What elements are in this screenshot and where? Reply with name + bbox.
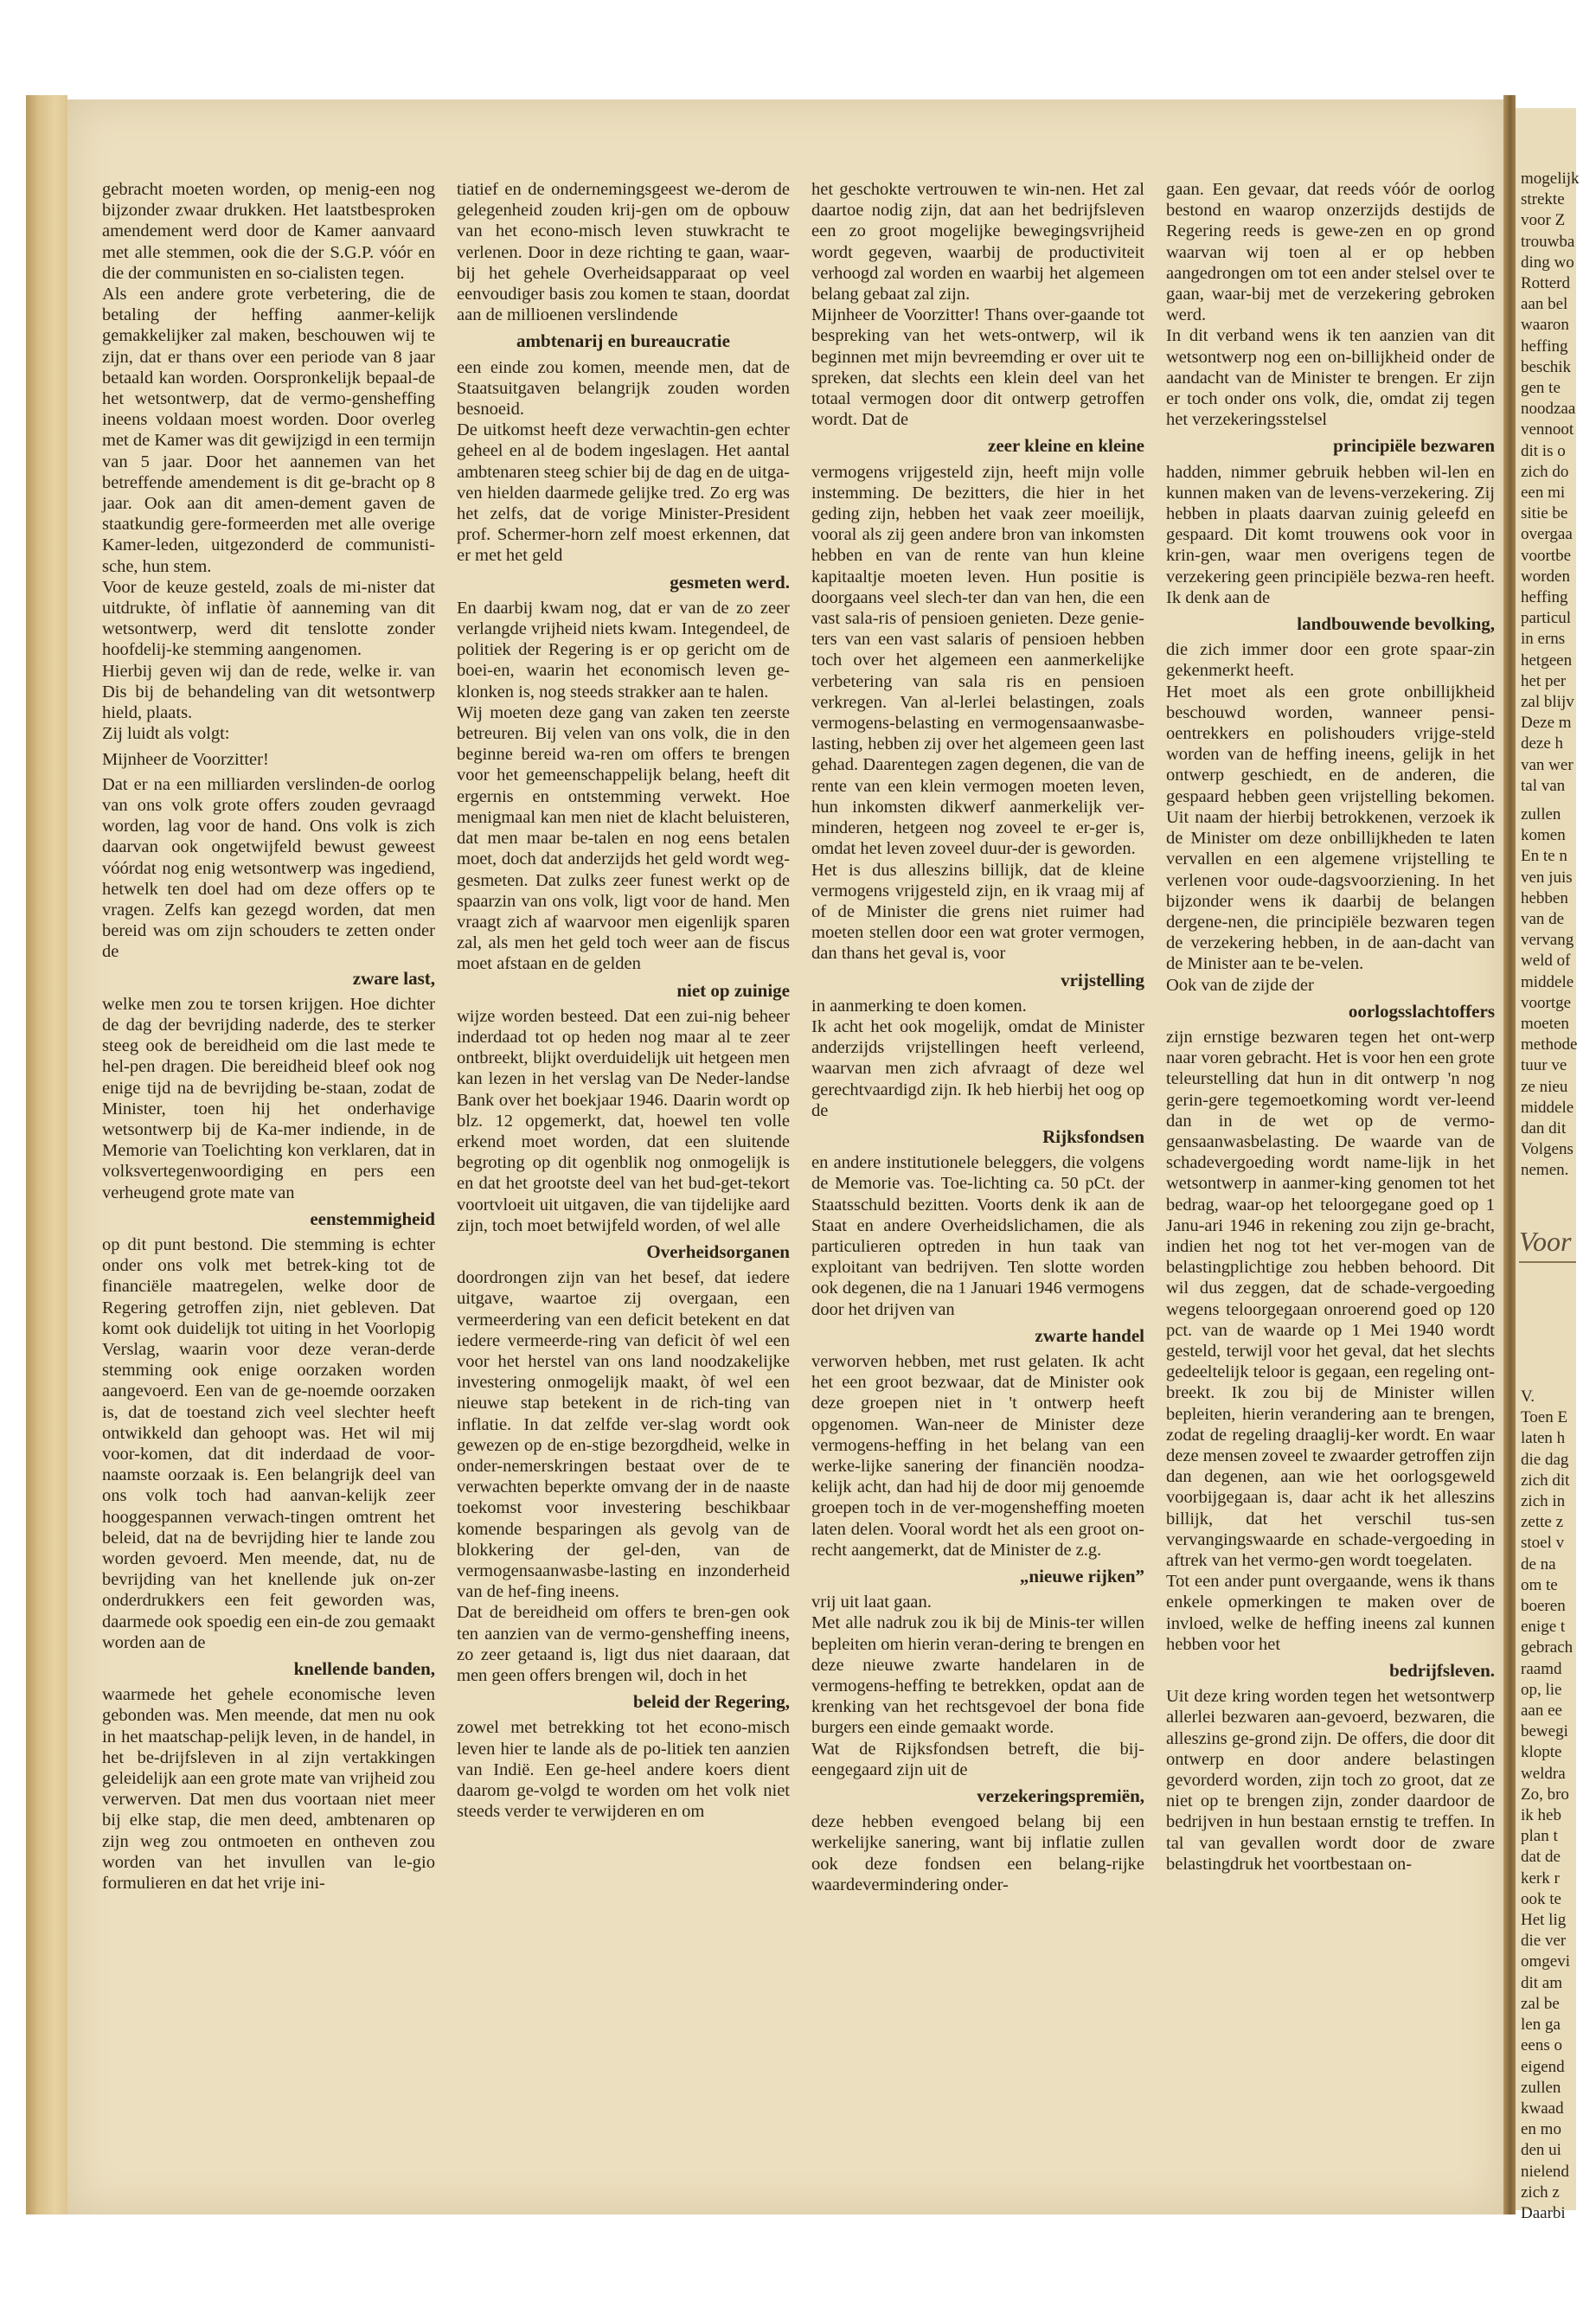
inline-subheading: ambtenarij en bureaucratie [516,330,730,352]
inline-subheading: zeer kleine en kleine [988,435,1144,457]
fragment-line: Volgens [1521,1140,1574,1159]
paragraph: vrij uit laat gaan. [811,1593,932,1612]
paragraph: een einde zou komen, meende men, dat de Staatsuitgaven belangrijk zouden worden besnoeid. [457,357,790,420]
fragment-line: hetgeen [1521,651,1573,670]
inline-subheading: zwarte handel [1035,1324,1144,1346]
fragment-line: vennoot [1521,420,1574,439]
fragment-line: komen [1521,826,1566,845]
fragment-line: trouwba [1521,232,1575,251]
fragment-line: gebrach [1521,1638,1574,1657]
fragment-line: dit am [1521,1973,1563,1992]
paragraph: hadden, nimmer gebruik hebben wil-len en kunnen maken van de levens-verzekering. Zij hebben in plaats daarvan zuinig geleefd en gespaard. Dit komt trouwens ook voor in krin-gen, waar men overigens tegen de verzekering geen principiële bezwa-ren heeft. Ik denk aan de [1166,462,1495,607]
fragment-line: voortbe [1521,546,1572,565]
fragment-line: ze nieu [1521,1077,1568,1096]
fragment-line: zal blijv [1521,693,1574,712]
fragment-line: dit is o [1521,441,1566,460]
fragment-line: Rotterd [1521,274,1570,293]
fragment-line: kwaad [1521,2099,1564,2118]
paragraph: doordrongen zijn van het besef, dat iedere uitgave, waartoe zij overgaan, een vermeerdering van een deficit betekent en dat iedere vermeerde-ring van deficit òf wel een voor het herstel van ons land noodzakelijke investering onmogelijk maakt, òf wel een nieuwe stap betekent in de rich-ting van inflatie. In dat zelfde ver-slag wordt ook gewezen op de en-stige bezorgdheid, welke in onder-nemerskringen bestaat over de te verwachten beperkte omvang der in de naaste toekomst voor investering beschikbaar komende besparingen als gevolg van de blokkering der gel-den, van de vermogensaanwasbe-lasting en inzonderheid van de hef-fing ineens. [457,1268,790,1602]
paragraph: Dat de bereidheid om offers te bren-gen ook ten aanzien van de vermo-gensheffing ineens, zo zeer getaand is, ligt dus niet daaraan, dat men geen offers brengen wil, doch in het [457,1603,790,1686]
fragment-line: middele [1521,972,1574,991]
paragraph: waarmede het gehele economische leven gebonden was. Men meende, dat men nu ook in het maatschap-pelijk leven, in de handel, in het be-drijfsleven in al zijn vertakkingen geleidelijk aan een grote mate van vrijheid zou verwerven. Dat men dus voortaan niet meer bij elke stap, die men deed, ambtenaren op zijn weg zou ontmoeten en ontheven zou worden van het invullen van le-gio formulieren en dat het vrije ini- [102,1685,435,1894]
paragraph: het geschokte vertrouwen te win-nen. Het zal daartoe nodig zijn, dat aan het bedrijfsleven een zo groot mogelijke bewegingsvrijheid wordt gegeven, waarbij de productiviteit verhoogd zal worden en waarbij het algemeen belang gebaat zal zijn. [811,180,1144,304]
fragment-line: methode [1521,1035,1578,1054]
fragment-line: worden [1521,567,1570,586]
fragment-line: zich in [1521,1492,1566,1511]
paragraph: zowel met betrekking tot het econo-misch leven hier te lande als de po-litiek ten aanzien van Indië. Een ge-heel andere koers dient daarom ge-volgd te worden om het volk niet steeds verder te verwijderen en om [457,1718,790,1822]
fragment-line: zich z [1521,2182,1560,2202]
fragment-line: laten h [1521,1429,1566,1448]
paragraph: Zij luidt als volgt: [102,724,230,744]
inline-subheading: vrijstelling [1061,969,1144,990]
fragment-line: die ver [1521,1932,1567,1951]
fragment-line: enige t [1521,1618,1566,1637]
paragraph: gaan. Een gevaar, dat reeds vóór de oorlog bestond en waarop onzerzijds destijds de Regering reeds is gewe-zen en op grond waarvan wij toen al er op hebben aangedrongen om tot een ander stelsel over te gaan, waar-bij met de verzekering gebroken werd. [1166,180,1495,325]
fragment-line: zullen [1521,2078,1561,2097]
fragment-line: strekte [1521,190,1565,209]
inline-subheading: „nieuwe rijken” [1019,1566,1144,1586]
fragment-line: dat de [1521,1848,1561,1867]
fragment-line: aan ee [1521,1702,1562,1721]
salutation: Mijnheer de Voorzitter! [102,750,269,770]
paragraph: wijze worden besteed. Dat een zui-nig beheer inderdaad tot op heden nog maar al te zeer ontbreekt, blijkt overduidelijk uit hetgeen men kan lezen in het verslag van De Neder-landse Bank over het boekjaar 1946. Daarin wordt op blz. 12 opgemerkt, dat, hoewel ten volle erkend moet worden, dat een sluitende begroting op dit ogenblik nog onmogelijk is en dat het grootste deel van het bud-get-tekort voortvloeit uit uitgaven, die van tijdelijke aard zijn, toch moet betwijfeld worden, of wel alle [457,1006,790,1235]
fragment-line: weld of [1521,952,1571,971]
fragment-line: aan bel [1521,295,1568,314]
inline-subheading: bedrijfsleven. [1389,1660,1495,1682]
paragraph: In dit verband wens ik ten aanzien van dit wetsontwerp nog een on-billijkheid onder de aandacht van de Minister te brengen. Er zijn er toch onder ons volk, die, omdat zij tegen het verzekeringsstelsel [1166,326,1495,430]
paragraph: Mijnheer de Voorzitter! Thans over-gaande tot bespreking van het wets-ontwerp, wil ik beginnen met mijn bevreemding er over uit te spreken, dat slechts een klein deel van het totaal vermogen door dit ontwerp getroffen wordt. Dat de [811,305,1144,430]
newspaper-page [67,99,1503,2214]
fragment-line: raamd [1521,1659,1562,1678]
paragraph: vermogens vrijgesteld zijn, heeft mijn volle instemming. De bezitters, die hier in het geding zijn, hebben het vaak zeer moeilijk, vooral als zij geen andere bron van inkomsten hebben en van de rente van hun kleine kapitaaltje moeten leven. Hun positie is doorgaans veel slech-ter dan van hen, die een vast sala-ris of pensioen genieten. Deze genie-ters van een vast salaris of pensioen hebben toch over het algemeen een aanmerkelijke verbetering van sala ris en pensioen verkregen. Van al-lerlei belastingen, zoals vermogens-belasting en vermogensaanwasbe-lasting, hebben zij over het algemeen geen last gehad. Daarentegen zagen degenen, die van de rente van een klein vermogen moeten leven, hun inkomsten dikwerf aanmerkelijk ver-minderen, hetgeen nog zoveel te er-ger is, omdat het leven zoveel duur-der is geworden. [811,462,1144,859]
inline-subheading: landbouwende bevolking, [1297,613,1495,635]
fragment-line: het per [1521,671,1567,690]
paragraph: tiatief en de ondernemingsgeest we-derom de gelegenheid zouden krij-gen om de opbouw van het econo-misch leven stuwkracht te verlenen. Door in deze richting te gaan, waar-bij het gehele Overheidsapparaat op veel eenvoudiger basis zou komen te staan, doordat aan de millioenen verslindende [457,180,790,325]
paragraph: gebracht moeten worden, op menig-een nog bijzonder zwaar drukken. Het laatstbesproken amendement werd door de Kamer aanvaard met alle stemmen, ook die der S.G.P. vóór en die der communisten en so-cialisten tegen. [102,180,435,283]
column-3 [811,179,1144,1895]
column-4 [1166,179,1495,1875]
fragment-line: overgaa [1521,525,1573,544]
inline-subheading: eenstemmigheid [310,1208,435,1229]
fragment-line: kerk r [1521,1868,1560,1888]
fragment-line: bewegi [1521,1722,1568,1741]
fragment-line: van de [1521,910,1565,929]
fragment-line: die dag [1521,1450,1569,1469]
fragment-line: de na [1521,1554,1556,1574]
fragment-line: tuur ve [1521,1056,1567,1075]
fragment-line: moeten [1521,1015,1569,1034]
paragraph: die zich immer door een grote spaar-zin gekenmerkt heeft. [1166,640,1495,681]
fragment-line: En te n [1521,847,1567,866]
fragment-line: omgevi [1521,1952,1570,1971]
fragment-line: gen te [1521,379,1561,398]
fragment-line: in erns [1521,630,1566,649]
fragment-line: Deze m [1521,714,1572,733]
fragment-line: heffing [1521,588,1568,607]
fragment-line: om te [1521,1575,1558,1594]
fragment-line: V. [1521,1388,1535,1406]
fragment-line: mogelijk [1521,170,1580,188]
paragraph: Dat er na een milliarden verslinden-de oorlog van ons volk grote offers zouden gevraagd worden, lag voor de hand. Ons volk is zich daarvan ook ongetwijfeld bewust geweest vóórdat nog enig wetsontwerp was ingediend, hetwelk ten doel had om deze offers op te vragen. Zelfs kan gezegd worden, dat men bereid was om zijn schouders te zetten onder de [102,774,435,962]
fragment-line: van wer [1521,755,1574,774]
fragment-line: eigend [1521,2057,1565,2076]
paragraph: Het is dus alleszins billijk, dat de kleine vermogens vrijgesteld zijn, en ik vraag mij af of de Minister die grens niet ruimer had moeten stellen door een wat groter vermogen, dan thans het geval is, voor [811,860,1144,964]
paragraph: in aanmerking te doen komen. [811,996,1027,1016]
paragraph: En daarbij kwam nog, dat er van de zo zeer verlangde vrijheid niets kwam. Integendeel, de politiek der Regering is er op gericht om de boei-en, waarin het economisch leven ge-klonken is, nog steeds strakker aan te halen. [457,598,790,702]
fragment-line: een mi [1521,484,1566,503]
fragment-line: ook te [1521,1889,1561,1908]
paragraph: Met alle nadruk zou ik bij de Minis-ter willen bepleiten om hierin veran-dering te brengen en deze nieuwe zwarte handelaren in de vermogens-heffing te betrekken, opdat aan de krenking van het rechtsgevoel der bona fide burgers een einde gemaakt worde. [811,1613,1144,1738]
fragment-line: nemen. [1521,1161,1569,1180]
fragment-line: Toen E [1521,1408,1568,1427]
fragment-line: waaron [1521,316,1569,335]
fragment-line: nielend [1521,2162,1569,2181]
inline-subheading: Overheidsorganen [646,1240,790,1262]
inline-subheading: gesmeten werd. [670,571,790,593]
fragment-line: ding wo [1521,253,1574,272]
paragraph: deze hebben evengoed belang bij een werkelijke sanering, want bij inflatie zullen ook deze fondsen een belang-rijke waardevermindering onder- [811,1812,1144,1894]
paragraph: Als een andere grote verbetering, die de betaling der heffing aanmer-kelijk gemakkelijker zal maken, beschouwen wij te zijn, dat er thans over een periode van 8 jaar betaald kan worden. Oorspronkelijk bepaal-de het wetsontwerp, dat de vermo-gensheffing ineens voldaan moest worden. Door overleg met de Kamer was dit gewijzigd in een termijn van 5 jaar. Door het aannemen van het betreffende amendement is dit ge-bracht op 8 jaar. Ook aan dit amen-dement gaven de staatkundig gere-formeerden met alle overige Kamer-leden, uitgezonderd de communisti-sche, hun stem. [102,285,435,576]
paragraph: zijn ernstige bezwaren tegen het ont-werp naar voren gebracht. Het is voor hen een grote teleurstelling dat hun in dit ontwerp 'n nog gerin-gere tegemoetkoming wordt ver-leend dan in de wet op de vermo-gensaanwasbelasting. De waarde van de schadevergoeding wordt name-lijk in het wetsontwerp in aanmer-king genomen tot het bedrag, waar-op het teloorgegane goed op 1 Janu-ari 1946 in rekening zou zijn ge-bracht, indien het nog tot het ver-mogen van de belastingplichtige zou hebben behoord. Dit wil dus zeggen, dat de schade-vergoeding wegens teloorgegaan onroerend goed op 120 pct. van de waarde op 1 Mei 1940 wordt gesteld, terwijl voor het geval, dat het slechts gedeeltelijk teloor is gegaan, een regeling ont-breekt. Ik zou bij de Minister willen bepleiten, hierin verandering aan te brengen, zodat de regeling draaglij-ker wordt. En waar deze mensen zoveel te zwaarder getroffen zijn dan degenen, aan wie het oorlogsgeweld voorbijgegaan is, daar acht ik het alleszins billijk, dat het verschil tus-sen vervangingswaarde en schade-vergoeding in aftrek van het vermo-gen wordt toegelaten. [1166,1027,1495,1570]
adjacent-heading: Voor [1519,1226,1576,1263]
inline-subheading: niet op zuinige [676,979,790,1001]
paragraph: Ik acht het ook mogelijk, omdat de Minister anderzijds vrijstellingen heeft verleend, waarvan men zich afvraagt of deze wel gerechtvaardigd zijn. Ik heb hierbij het oog op de [811,1016,1144,1120]
paragraph: Hierbij geven wij dan de rede, welke ir. van Dis bij de behandeling van dit wetsontwerp hield, plaats. [102,661,435,723]
fragment-line: tal van [1521,776,1566,795]
paragraph: op dit punt bestond. Die stemming is echter onder ons volk met betrek-king tot de financiële maatregelen, welke door de Regering getroffen zijn, niet gebleven. Dat komt ook duidelijk tot uiting in het Voorlopig Verslag, waarin voor deze veran-derde stemming ook enige oorzaken worden aangevoerd. Een van de ge-noemde oorzaken is, dat de toestand zich veel slechter heeft ontwikkeld dan gehoopt was. Het wil mij voor-komen, dat dit inderdaad de voor-naamste oorzaak is. Een belangrijk deel van ons volk toch had aanvan-kelijk zeer hooggespannen verwach-tingen omtrent het beleid, dat na de bevrijding hier te lande zou worden gevoerd. Men meende, dat, nu de bevrijding van het knellende juk on-zer onderdrukkers een feit geworden was, daarmede ook spoedig een ein-de zou gemaakt worden aan de [102,1234,435,1652]
fragment-line: eens o [1521,2036,1563,2055]
fragment-line: beschik [1521,357,1572,376]
paragraph: verworven hebben, met rust gelaten. Ik acht het een groot bezwaar, dat de Minister ook deze groepen niet in 't ontwerp heeft opgenomen. Wan-neer de Minister deze vermogens-heffing in het belang van een werke-lijke sanering der financiën noodza-kelijk acht, dan had hij de door mij genoemde groepen toch in de ver-mogensheffing moeten laten delen. Vooral wordt het als een groot on-recht aangemerkt, dat de Minister de z.g. [811,1351,1144,1560]
fragment-line: weldra [1521,1764,1566,1783]
fragment-line: hebben [1521,888,1568,907]
fragment-line: zich dit [1521,1471,1570,1490]
inline-subheading: oorlogsslachtoffers [1348,1000,1495,1022]
paragraph: Tot een ander punt overgaande, wens ik thans enkele opmerkingen te maken over de invloed, welke de heffing ineens zal kunnen hebben voor het [1166,1572,1495,1654]
column-2 [457,179,790,1822]
fragment-line: zette z [1521,1513,1564,1532]
fragment-line: en mo [1521,2120,1561,2139]
paragraph: Ook van de zijde der [1166,975,1314,995]
inline-subheading: knellende banden, [293,1658,435,1680]
inline-subheading: principiële bezwaren [1333,435,1495,457]
fragment-line: den ui [1521,2141,1561,2160]
fragment-line: boeren [1521,1597,1566,1616]
fragment-line: particul [1521,609,1572,628]
fragment-line: vervang [1521,931,1574,950]
paragraph: De uitkomst heeft deze verwachtin-gen echter geheel en al de bodem ingeslagen. Het aantal ambtenaren steeg schier bij de dag en de uitga-ven hielden daarmede gelijke tred. Zo erg was het zelfs, dat de vorige Minister-President prof. Schermer-horn zelf moest erkennen, dat er met het geld [457,420,790,566]
fragment-line: Daarbi [1521,2203,1566,2222]
inline-subheading: beleid der Regering, [632,1691,790,1713]
fragment-line: len ga [1521,2016,1561,2035]
binding-edge [26,95,67,2214]
paragraph: Het moet als een grote onbillijkheid beschouwd worden, wanneer pensi-oentrekkers en polishouders vrijge-steld worden van de heffing ineens, gelijk in het ontwerp geschiedt, en de anderen, die gespaard hebben geen vrijstelling bekomen. Uit naam der hierbij betrokkenen, verzoek ik de Minister om deze onbillijkheden te laten vervallen en een algemene vrijstelling te verlenen voor oude-dagsvoorziening. In het bijzonder wens ik daarbij de belangen dergene-nen, die principiële bezwaren tegen de verzekering hebben, in de aan-dacht van de Minister aan te be-velen. [1166,682,1495,974]
fragment-line: Zo, bro [1521,1785,1569,1804]
fragment-line: sitie be [1521,504,1568,523]
adjacent-text-fragment [1521,804,1576,1182]
adjacent-text-fragment [1521,169,1580,797]
paragraph: Wat de Rijksfondsen betreft, die bij-eengegaard zijn uit de [811,1739,1144,1779]
fragment-line: voortge [1521,993,1572,1012]
fragment-line: klopte [1521,1743,1562,1762]
paragraph: Voor de keuze gesteld, zoals de mi-nister dat uitdrukte, òf inflatie òf aanneming van dit wetsontwerp, werd dit tenslotte zonder hoofdelij-ke stemming aangenomen. [102,577,435,660]
inline-subheading: verzekeringspremiën, [977,1785,1144,1807]
fragment-line: zal be [1521,1994,1560,2013]
fragment-line: ik heb [1521,1806,1561,1825]
fragment-line: middele [1521,1098,1574,1117]
fragment-line: dan dit [1521,1119,1567,1138]
fragment-line: op, lie [1521,1680,1562,1699]
paragraph: welke men zou te torsen krijgen. Hoe dichter de dag der bevrijding naderde, des te sterker steeg ook de bereidheid om die last mede te hel-pen dragen. Die bereidheid bleef ook nog enige tijd na de bevrijding be-staan, zodat de Minister, toen hij het onderhavige wetsontwerp bij de Ka-mer indiende, in de Memorie van Toelichting kon verklaren, dat in volksvertegenwoordiging en pers een verheugend grote mate van [102,994,435,1202]
paragraph: en andere institutionele beleggers, die volgens de Memorie vas. Toe-lichting ca. 50 pCt. der Staatsschuld bezitten. Voorts denk ik aan de Staat en andere Overheidslichamen, die als particulieren optreden in hun taak van exploitant van bedrijven. Ten slotte worden ook degenen, die na 1 Januari 1946 vermogens door het drijven van [811,1153,1144,1319]
inline-subheading: zware last, [352,967,435,989]
fragment-line: heffing [1521,336,1568,356]
column-1 [102,179,435,1894]
page-fold-shadow [1503,95,1516,2214]
paragraph: Wij moeten deze gang van zaken ten zeerste betreuren. Bij velen van ons volk, die in den beginne bereid wa-ren om offers te brengen voor het gemeenschappelijk belang, heeft dit ergernis en ontstemming verwekt. Hoe menigmaal kan men niet de klacht beluisteren, dat men maar be-talen en nog eens betalen moet, doch dat anderzijds het geld wordt weg-gesmeten. Dat zulks zeer funest werkt op de spaarzin van ons volk, ligt voor de hand. Men vraagt zich af waarvoor men eigenlijk sparen zal, als men het geld toch weer aan de fiscus moet afstaan en de gelden [457,702,790,974]
fragment-line: stoel v [1521,1534,1565,1553]
adjacent-page-strip [1516,108,1580,2222]
fragment-line: plan t [1521,1827,1558,1846]
fragment-line: ven juis [1521,868,1573,887]
inline-subheading: Rijksfondsen [1042,1125,1144,1147]
fragment-line: zich do [1521,462,1569,481]
fragment-line: noodzaa [1521,400,1576,419]
fragment-line: Het lig [1521,1911,1567,1930]
fragment-line: deze h [1521,734,1564,753]
paragraph: Uit deze kring worden tegen het wetsontwerp allerlei bezwaren aan-gevoerd, bezwaren, die alleszins ge-grond zijn. De offers, die door dit ontwerp en door andere belastingen gevorderd worden, zijn toch zo groot, dat ze niet op te brengen zijn, zonder daardoor de bedrijven in hun bestaan ernstig te treffen. In tal van gevallen wordt door de zware belastingdruk het voortbestaan on- [1166,1687,1495,1874]
adjacent-text-fragment [1521,1387,1576,2224]
fragment-line: zullen [1521,805,1561,824]
fragment-line: voor Z [1521,211,1566,230]
